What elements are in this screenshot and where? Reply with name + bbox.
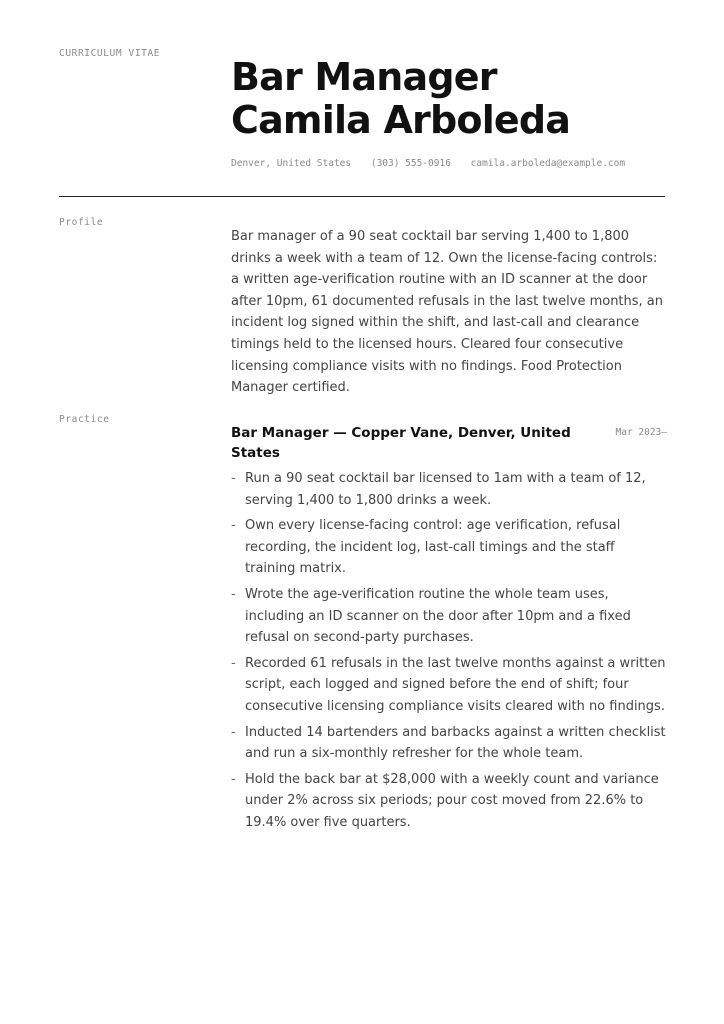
bullet-dash: - <box>231 586 236 602</box>
list-item-text: Inducted 14 bartenders and barbacks against a written checklist and run a six-monthly refresher for the whole team. <box>245 724 666 762</box>
header-divider <box>59 196 665 197</box>
job-entry-header <box>231 423 667 463</box>
candidate-name-heading: Camila Arboleda <box>231 98 571 142</box>
list-item-text: Wrote the age-verification routine the whole team uses, including an ID scanner on the door after 10pm and a fixed refusal on second-party purchases. <box>245 586 631 646</box>
bullet-dash: - <box>231 771 236 787</box>
job-entry-dates: Mar 2023– <box>615 427 667 438</box>
list-item-text: Recorded 61 refusals in the last twelve months against a written script, each logged and signed before the end of shift; four consecutive licensing compliance visits cleared with no findings. <box>245 655 666 714</box>
bullet-dash: - <box>231 471 236 486</box>
job-entry-title: Bar Manager — Copper Vane, Denver, United States <box>231 425 571 461</box>
contact-email: camila.arboleda@example.com <box>470 158 626 169</box>
list-item-text: Own every license-facing control: age verification, refusal recording, the incident log, last-call timings and the staff training matrix. <box>245 518 621 577</box>
list-item <box>231 584 669 649</box>
list-item <box>231 515 669 580</box>
bullet-dash: - <box>231 655 236 671</box>
list-item-text: Hold the back bar at $28,000 with a weekly count and variance under 2% across six periods; pour cost moved from 22.6% to 19.4% over five quarters. <box>245 771 659 830</box>
bullet-dash: - <box>231 518 236 534</box>
list-item <box>231 722 669 765</box>
document-type-label: CURRICULUM VITAE <box>59 48 161 59</box>
job-bullet-list <box>231 468 669 838</box>
contact-phone: (303) 555-0916 <box>370 158 451 169</box>
list-item-text: Run a 90 seat cocktail bar licensed to 1am with a team of 12, serving 1,400 to 1,800 drinks a week. <box>245 471 646 508</box>
list-item <box>231 468 669 511</box>
bullet-dash: - <box>231 724 236 740</box>
job-title-heading: Bar Manager <box>231 55 497 99</box>
page-title <box>231 56 570 142</box>
list-item <box>231 653 669 718</box>
contact-location: Denver, United States <box>231 158 352 169</box>
practice-section-label: Practice <box>59 414 110 425</box>
profile-summary: Bar manager of a 90 seat cocktail bar serving 1,400 to 1,800 drinks a week with a team of 12. Own the license-facing controls: a written age-verification routine with an ID scanner at the door after 10pm, 61 documented refusals in the last twelve months, an incident log signed within the shift, and last-call and clearance timings held to the licensed hours. Cleared four consecutive licensing compliance visits with no findings. Food Protection Manager certified. <box>231 229 664 396</box>
list-item <box>231 769 669 834</box>
contact-info <box>231 158 639 169</box>
profile-section-label: Profile <box>59 217 104 228</box>
